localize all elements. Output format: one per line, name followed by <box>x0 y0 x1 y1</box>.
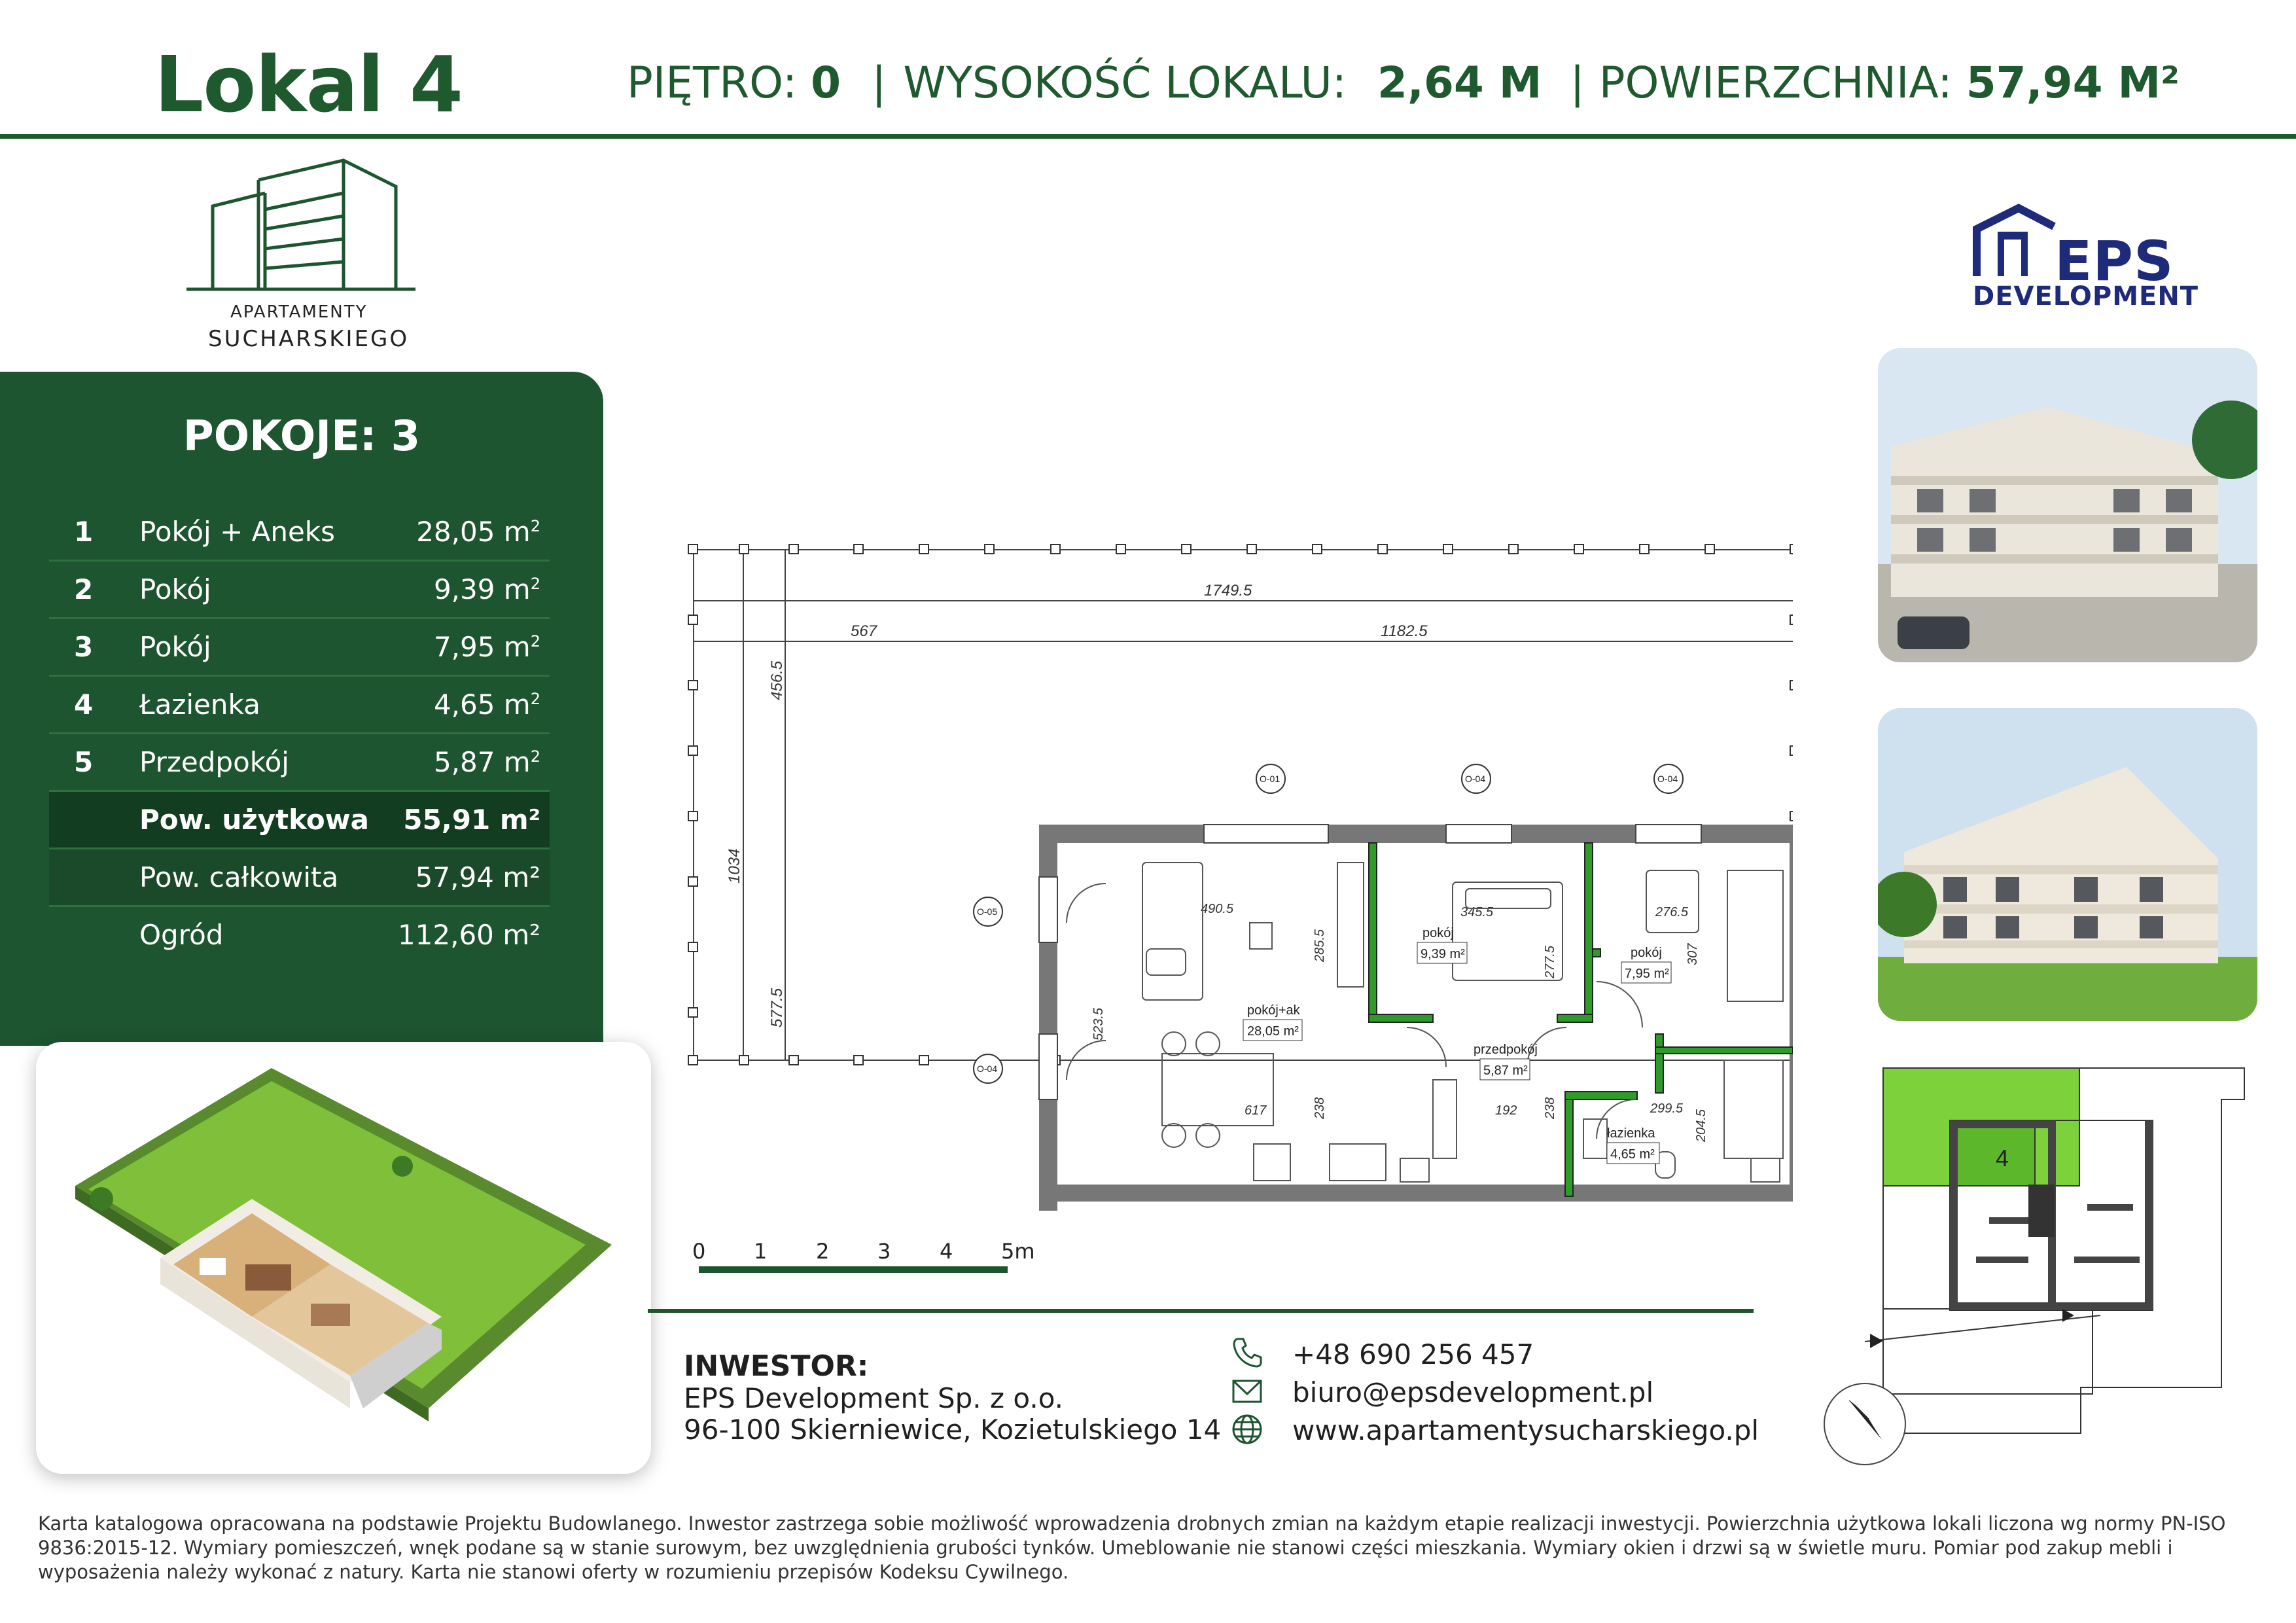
dim-238b: 238 <box>1543 1097 1557 1119</box>
garden-area-label: Ogród <box>139 919 224 951</box>
room-row <box>49 619 550 677</box>
room-label-pokoj2: pokój <box>1422 926 1454 940</box>
investor-company: EPS Development Sp. z o.o. <box>684 1382 1064 1414</box>
scale-tick: 4 <box>940 1239 953 1264</box>
room-name: Pokój + Aneks <box>139 516 336 548</box>
room-area: 5,87 $m^2$ <box>433 746 540 778</box>
apartment-3d-render <box>36 1042 651 1474</box>
dim-277: 277.5 <box>1543 945 1557 978</box>
floor-value: 0 <box>811 58 841 108</box>
room-row <box>49 504 550 562</box>
site-unit-label: 4 <box>1996 1145 2009 1171</box>
room-number: 4 <box>74 688 94 721</box>
section-divider <box>648 1309 1754 1313</box>
rooms-count-title: POKOJE: 3 <box>183 412 421 461</box>
room-row <box>49 677 550 734</box>
dim-total-width: 1749.5 <box>1204 582 1252 599</box>
logo-line2: SUCHARSKIEGO <box>208 326 410 352</box>
scale-tick: 5m <box>1001 1239 1035 1264</box>
room-area: 4,65 $m^2$ <box>433 688 540 721</box>
total-area-value: 57,94 m² <box>415 861 540 893</box>
eps-house-icon <box>1973 203 2058 280</box>
dim-192: 192 <box>1495 1103 1517 1118</box>
mail-icon <box>1230 1374 1264 1408</box>
header-divider <box>0 134 2296 139</box>
total-area-row <box>49 849 550 907</box>
wall-bottom <box>1039 1185 1793 1202</box>
phone-link[interactable]: +48 690 256 457 <box>1292 1338 1534 1370</box>
dim-right-part: 1182.5 <box>1381 622 1428 640</box>
height-value: 2,64 M <box>1377 58 1542 108</box>
area-value: 57,94 M² <box>1966 58 2180 108</box>
scale-tick: 1 <box>754 1239 768 1264</box>
separator: | <box>1570 58 1585 108</box>
garden-area-value: 112,60 m² <box>397 919 540 951</box>
globe-icon <box>1230 1412 1264 1446</box>
building-photo-2 <box>1878 708 2257 1021</box>
room-area-bath: 4,65 m² <box>1610 1147 1655 1162</box>
investor-address: 96-100 Skierniewice, Kozietulskiego 14 <box>684 1414 1222 1446</box>
window-code: O-01 <box>1260 774 1280 784</box>
isometric-render-image <box>36 1042 651 1474</box>
window-code: O-04 <box>1465 774 1486 784</box>
building-photo-1 <box>1878 348 2257 662</box>
usable-area-row <box>49 792 550 849</box>
dim-lower-depth: 577.5 <box>768 988 786 1027</box>
room-area-living: 28,05 m² <box>1247 1024 1299 1039</box>
disclaimer-text: Karta katalogowa opracowana na podstawie Projektu Budowlanego. Inwestor zastrzega sobie możliwość wprowadzenia drobnych zmian na każdym etapie realizacji inwestycji. Powierzchnia użytkowa lokali liczona wg normy PN-ISO 9836:2015-12. Wymiary pomieszczeń, wnęk podane są w stanie surowym, bez uwzględnienia grubości tynków. Umeblowanie nie stanowi części mieszkania. Wymiary okien i drzwi są w świetle muru. Pomiar pod zakup mebli i wyposażenia należy wykonać z natury. Karta nie stanowi oferty w rozumieniu przepisów Kodeksu Cywilnego. <box>38 1512 2226 1583</box>
window-code: O-05 <box>977 906 998 917</box>
phone-icon <box>1230 1335 1264 1369</box>
eps-wordmark: EPS <box>2055 229 2174 293</box>
wall-right <box>1790 825 1793 1202</box>
dim-left-part: 567 <box>851 622 877 640</box>
dim-617: 617 <box>1245 1103 1267 1118</box>
window-code: O-04 <box>977 1063 998 1074</box>
email-link[interactable]: biuro@epsdevelopment.pl <box>1292 1376 1654 1408</box>
dim-345: 345.5 <box>1460 905 1494 919</box>
eps-subtitle: DEVELOPMENT <box>1973 281 2199 312</box>
height-label: WYSOKOŚĆ LOKALU: <box>903 58 1347 108</box>
dim-276: 276.5 <box>1655 905 1689 919</box>
unit-title: Lokal 4 <box>154 39 463 130</box>
room-area-pokoj2: 9,39 m² <box>1421 947 1465 961</box>
room-name: Przedpokój <box>139 746 289 778</box>
header-info <box>627 58 2180 108</box>
floor-label: PIĘTRO: <box>627 58 798 108</box>
separator: | <box>872 58 887 108</box>
room-area: 28,05 $m^2$ <box>416 516 540 548</box>
floor-plan <box>680 530 1793 1211</box>
north-arrow-icon <box>1824 1383 1905 1465</box>
room-row <box>49 562 550 619</box>
room-list <box>49 504 550 963</box>
dim-523: 523.5 <box>1091 1007 1106 1041</box>
room-number: 2 <box>74 573 94 605</box>
room-area: 7,95 $m^2$ <box>433 631 540 663</box>
dim-299: 299.5 <box>1650 1101 1684 1116</box>
investor-title: INWESTOR: <box>684 1349 869 1383</box>
apartamenty-logo-icon <box>186 157 422 294</box>
logo-line1: APARTAMENTY <box>230 302 368 322</box>
room-label-pokoj3: pokój <box>1631 946 1662 960</box>
room-area-hall: 5,87 m² <box>1483 1063 1528 1078</box>
dim-307: 307 <box>1686 943 1700 965</box>
site-plan <box>1819 1060 2290 1466</box>
dim-285: 285.5 <box>1313 929 1327 962</box>
room-number: 5 <box>74 746 94 778</box>
dim-204: 204.5 <box>1694 1109 1708 1142</box>
scale-tick: 2 <box>816 1239 830 1264</box>
room-label-bath: łazienka <box>1607 1126 1655 1141</box>
garden-area-row <box>49 907 550 963</box>
room-area: 9,39 $m^2$ <box>433 573 540 605</box>
room-label-living: pokój+ak <box>1247 1003 1300 1018</box>
room-label-hall: przedpokój <box>1474 1043 1538 1057</box>
usable-area-value: 55,91 m² <box>403 804 540 836</box>
dim-garden-depth: 456.5 <box>768 660 786 700</box>
scale-tick: 3 <box>877 1239 891 1264</box>
website-link[interactable]: www.apartamentysucharskiego.pl <box>1292 1414 1759 1446</box>
room-name: Łazienka <box>139 688 260 721</box>
dim-full-depth: 1034 <box>726 848 743 883</box>
dim-490: 490.5 <box>1201 902 1234 916</box>
usable-area-label: Pow. użytkowa <box>139 804 369 836</box>
window-code: O-04 <box>1657 774 1678 784</box>
scale-tick: 0 <box>692 1239 706 1264</box>
room-row <box>49 734 550 792</box>
room-area-pokoj3: 7,95 m² <box>1625 967 1669 981</box>
room-number: 1 <box>74 516 94 548</box>
total-area-label: Pow. całkowita <box>139 861 339 893</box>
scale-bar <box>699 1266 1008 1273</box>
area-label: POWIERZCHNIA: <box>1598 58 1952 108</box>
room-name: Pokój <box>139 631 211 663</box>
dim-238a: 238 <box>1313 1097 1327 1119</box>
room-name: Pokój <box>139 573 211 605</box>
room-number: 3 <box>74 631 94 663</box>
